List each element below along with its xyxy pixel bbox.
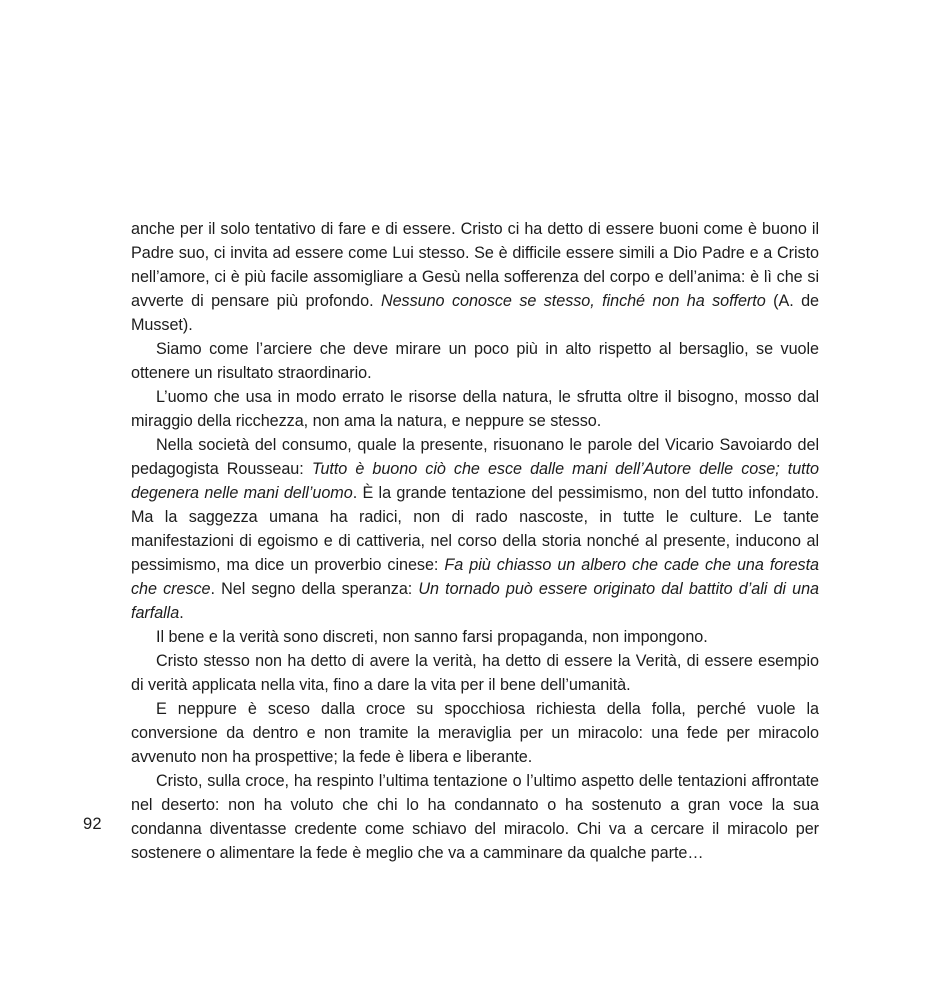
body-text-column <box>131 217 819 865</box>
text-run: E neppure è sceso dalla croce su spocchiosa richiesta della folla, perché vuole la conversione da dentro e non tramite la meraviglia per un miracolo: una fede per miracolo avvenuto non ha prospettive; la fede è libera e liberante. <box>131 700 819 766</box>
text-run: . Nel segno della speranza: <box>210 580 419 598</box>
text-run: . <box>179 604 184 622</box>
quotation-italic: Tutto è buono ciò che esce dalle mani dell’Autore delle cose; tutto degenera nelle mani dell’uomo <box>131 460 819 502</box>
text-run: L’uomo che usa in modo errato le risorse della natura, le sfrutta oltre il bisogno, mosso dal miraggio della ricchezza, non ama la natura, e neppure se stesso. <box>131 388 819 430</box>
paragraph <box>131 433 819 625</box>
text-run: Il bene e la verità sono discreti, non sanno farsi propaganda, non impongono. <box>156 628 708 646</box>
paragraph <box>131 769 819 865</box>
paragraph <box>131 385 819 433</box>
paragraph <box>131 697 819 769</box>
paragraph <box>131 625 819 649</box>
text-run: Nella società del consumo, quale la presente, risuonano le parole del Vicario Savoiardo del pedagogista Rousseau: <box>131 436 819 478</box>
text-run: anche per il solo tentativo di fare e di essere. Cristo ci ha detto di essere buoni come è buono il Padre suo, ci invita ad essere come Lui stesso. Se è difficile essere simili a Dio Padre e a Cristo nell’amore, ci è più facile assomigliare a Gesù nella sofferenza del corpo e dell’anima: è lì che si avverte di pensare più profondo. <box>131 220 819 310</box>
page-number: 92 <box>83 815 102 833</box>
quotation-italic: Nessuno conosce se stesso, finché non ha sofferto <box>380 292 766 310</box>
text-run: Cristo stesso non ha detto di avere la verità, ha detto di essere la Verità, di essere esempio di verità applicata nella vita, fino a dare la vita per il bene dell’umanità. <box>131 652 819 694</box>
text-run: (A. de Musset). <box>131 292 819 334</box>
paragraph <box>131 337 819 385</box>
paragraph <box>131 649 819 697</box>
text-run: Siamo come l’arciere che deve mirare un poco più in alto rispetto al bersaglio, se vuole ottenere un risultato straordinario. <box>131 340 819 382</box>
text-run: . È la grande tentazione del pessimismo, non del tutto infondato. Ma la saggezza umana ha radici, non di rado nascoste, in tutte le culture. Le tante manifestazioni di egoismo e di cattiveria, nel corso della storia nonché al presente, inducono al pessimismo, ma dice un proverbio cinese: <box>131 484 819 574</box>
quotation-italic: Un tornado può essere originato dal battito d’ali di una farfalla <box>131 580 819 622</box>
quotation-italic: Fa più chiasso un albero che cade che una foresta che cresce <box>131 556 819 598</box>
paragraph <box>131 217 819 337</box>
text-run: Cristo, sulla croce, ha respinto l’ultima tentazione o l’ultimo aspetto delle tentazioni affrontate nel deserto: non ha voluto che chi lo ha condannato o ha sostenuto a gran voce la sua condanna diventasse credente come schiavo del miracolo. Chi va a cercare il miracolo per sostenere o alimentare la fede è meglio che va a camminare da qualche parte… <box>131 772 819 862</box>
